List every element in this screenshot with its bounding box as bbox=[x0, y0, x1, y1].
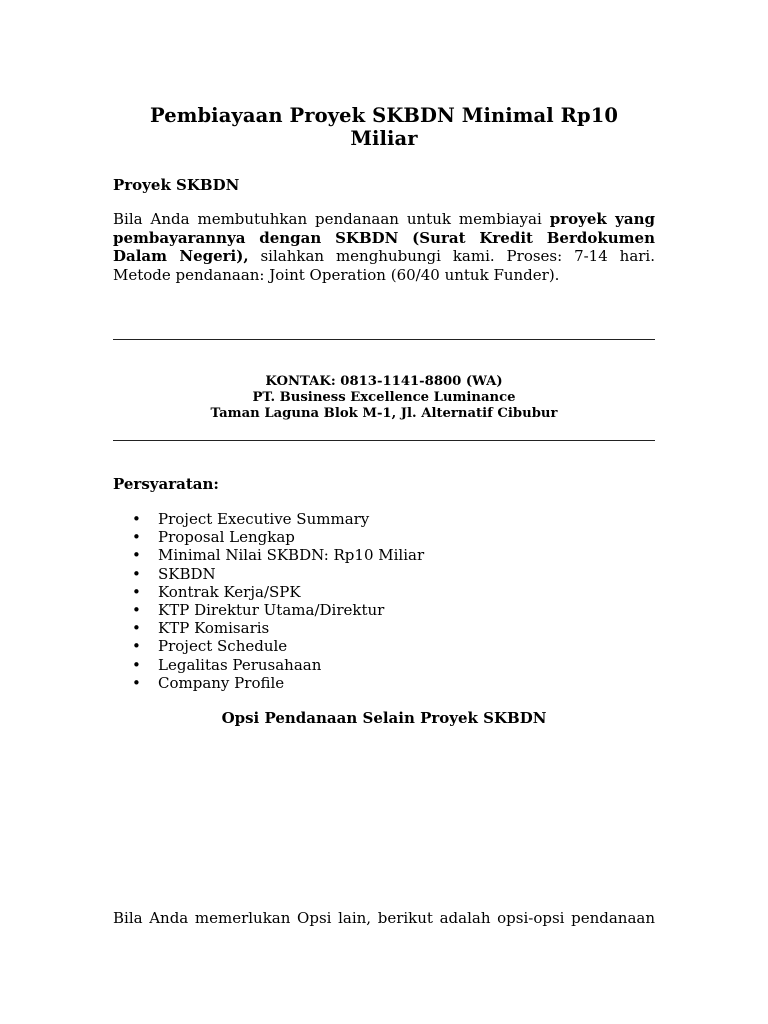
divider-bottom bbox=[113, 440, 655, 441]
section-heading-proyek: Proyek SKBDN bbox=[113, 176, 240, 194]
contact-company: PT. Business Excellence Luminance bbox=[252, 390, 516, 405]
requirements-list bbox=[113, 510, 655, 692]
intro-text-part2: silahkan menghubungi kami. Proses: 7-14 hari. Metode pendanaan: Joint Operation (60/40 untuk Funder). bbox=[113, 247, 655, 284]
intro-paragraph bbox=[113, 210, 655, 284]
options-heading: Opsi Pendanaan Selain Proyek SKBDN bbox=[221, 709, 547, 727]
requirements-heading: Persyaratan: bbox=[113, 475, 219, 493]
list-item: • Minimal Nilai SKBDN: Rp10 Miliar bbox=[113, 546, 655, 564]
divider-top bbox=[113, 339, 655, 340]
contact-address: Taman Laguna Blok M-1, Jl. Alternatif Cibubur bbox=[210, 406, 558, 421]
intro-text-part1: Bila Anda membutuhkan pendanaan untuk membiayai bbox=[113, 210, 550, 228]
list-item: • Company Profile bbox=[113, 674, 655, 692]
list-item: • Project Executive Summary bbox=[113, 510, 655, 528]
list-item: • Kontrak Kerja/SPK bbox=[113, 583, 655, 601]
list-item: • SKBDN bbox=[113, 565, 655, 583]
options-intro-text: Bila Anda memerlukan Opsi lain, berikut adalah opsi-opsi pendanaan bbox=[113, 909, 655, 927]
contact-phone: KONTAK: 0813-1141-8800 (WA) bbox=[265, 374, 503, 389]
document-title: Pembiayaan Proyek SKBDN Minimal Rp10 Miliar bbox=[149, 104, 619, 150]
list-item: • KTP Direktur Utama/Direktur bbox=[113, 601, 655, 619]
list-item: • Legalitas Perusahaan bbox=[113, 656, 655, 674]
list-item: • KTP Komisaris bbox=[113, 619, 655, 637]
contact-block bbox=[113, 374, 655, 422]
intro-bold-text: proyek yang pembayarannya dengan SKBDN (Surat Kredit Berdokumen Dalam Negeri), bbox=[113, 210, 655, 265]
list-item: • Proposal Lengkap bbox=[113, 528, 655, 546]
list-item: • Project Schedule bbox=[113, 637, 655, 655]
